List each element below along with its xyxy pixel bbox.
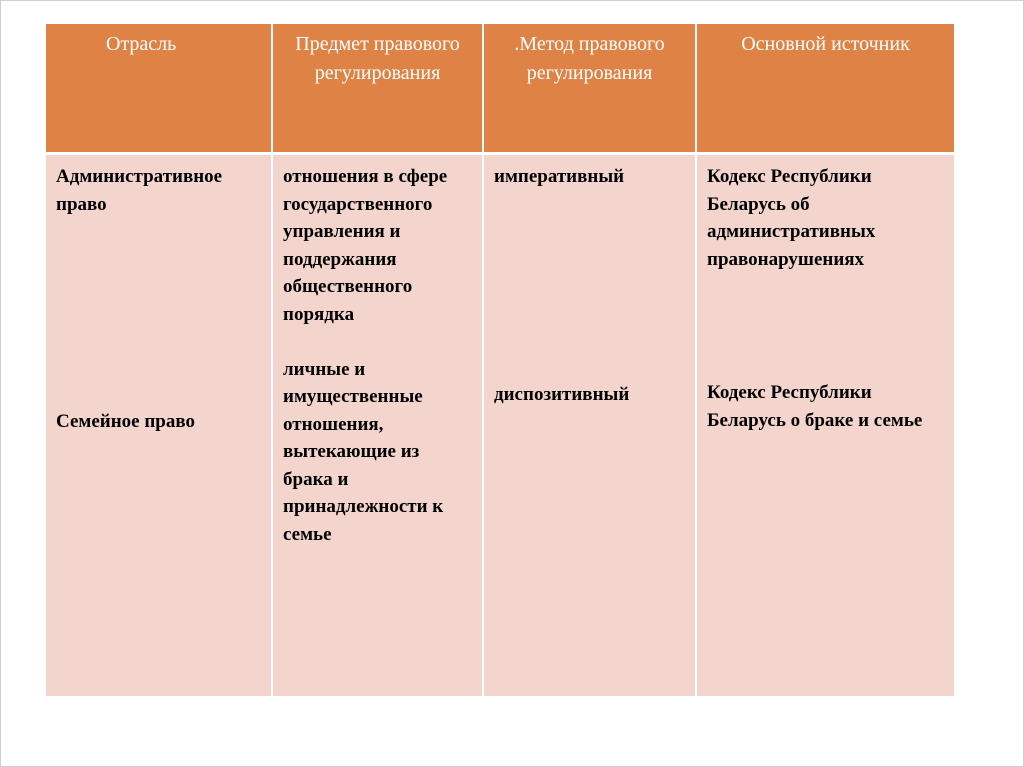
table-header-row <box>46 24 954 154</box>
source-family: Кодекс Республики Беларусь о браке и семье <box>707 382 923 431</box>
source-administrative: Кодекс Республики Беларусь об административных правонарушениях <box>707 166 876 270</box>
method-family: диспозитивный <box>494 383 630 405</box>
header-source: Основной источник <box>696 24 954 154</box>
source-cell <box>696 154 954 697</box>
branch-family: Семейное право <box>56 411 195 432</box>
branch-administrative: Административное право <box>56 166 223 215</box>
header-subject: Предмет правового регулирования <box>272 24 483 154</box>
method-cell <box>483 154 696 697</box>
law-branches-table <box>46 24 954 696</box>
subject-family: личные и имущественные отношения, вытекающие из брака и принадлежности к семье <box>283 358 444 545</box>
header-method: .Метод правового регулирования <box>483 24 696 154</box>
subject-cell <box>272 154 483 697</box>
branch-cell <box>46 154 272 697</box>
method-administrative: императивный <box>494 166 625 187</box>
table-body-row <box>46 154 954 697</box>
header-branch: Отрасль <box>46 24 272 154</box>
subject-administrative: отношения в сфере государственного управления и поддержания общественного порядка <box>283 166 448 325</box>
